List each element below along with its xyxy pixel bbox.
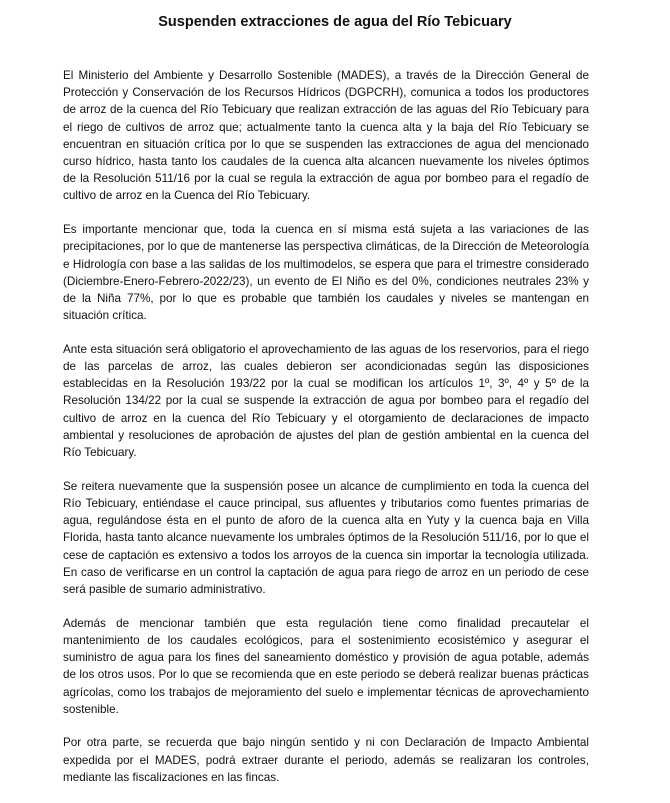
paragraph-4: Se reitera nuevamente que la suspensión posee un alcance de cumplimiento en toda la cuenca del Río Tebicuary, entiéndase el cauce principal, sus afluentes y tributarios como fuentes primarias de agua, regulándose ésta en el punto de aforo de la cuenca alta en Yuty y la cuenca baja en Villa Florida, hasta tanto alcance nuevamente los umbrales óptimos de la Resolución 511/16, por lo que el cese de captación es extensivo a todos los arroyos de la cuenca sin importar la tecnología utilizada. En caso de verificarse en un control la captación de agua para riego de arroz en un periodo de cese será pasible de sumario administrativo. (63, 479, 589, 596)
paragraph-6: Por otra parte, se recuerda que bajo ningún sentido y ni con Declaración de Impacto Ambiental expedida por el MADES, podrá extraer durante el periodo, además se realizaran los controles, mediante las fiscalizaciones en las fincas. (63, 736, 589, 784)
paragraph-2: Es importante mencionar que, toda la cuenca en sí misma está sujeta a las variaciones de las precipitaciones, por lo que de mantenerse las perspectiva climáticas, de la Dirección de Meteorología e Hidrología con base a las salidas de los multimodelos, se espera que para el trimestre considerado (Diciembre-Enero-Febrero-2022/23), un evento de El Niño es del 0%, condiciones neutrales 23% y de la Niña 77%, por lo que es probable que también los caudales y niveles se mantengan en situación crítica. (63, 223, 589, 323)
paragraph-3: Ante esta situación será obligatorio el aprovechamiento de las aguas de los reservorios, para el riego de las parcelas de arroz, las cuales debieron ser acondicionadas según las disposiciones establecidas en la Resolución 193/22 por la cual se modifican los artículos 1º, 3º, 4º y 5º de la Resolución 134/22 por la cual se suspende la extracción de agua por bombeo para el regadío del cultivo de arroz en la cuenca del Río Tebicuary y el otorgamiento de declaraciones de impacto ambiental y resoluciones de aprobación de ajustes del plan de gestión ambiental en la cuenca del Río Tebicuary. (63, 342, 589, 460)
paragraph-5: Además de mencionar también que esta regulación tiene como finalidad precautelar el mantenimiento de los caudales ecológicos, para el sostenimiento ecosistémico y asegurar el suministro de agua para los fines del saneamiento doméstico y provisión de agua potable, además de los otros usos. Por lo que se recomienda que en este periodo se deberá realizar buenas prácticas agrícolas, como los trabajos de mejoramiento del suelo e implementar técnicas de aprovechamiento sostenible. (63, 616, 589, 716)
paragraph-1: El Ministerio del Ambiente y Desarrollo Sostenible (MADES), a través de la Dirección General de Protección y Conservación de los Recursos Hídricos (DGPCRH), comunica a todos los productores de arroz de la cuenca del Río Tebicuary que realizan extracción de las aguas del Río Tebicuary para el riego de cultivos de arroz que; actualmente tanto la cuenca alta y la baja del Río Tebicuary se encuentran en situación crítica por lo que se suspenden las extracciones de agua del mencionado curso hídrico, hasta tanto los caudales de la cuenca alta alcancen nuevamente los niveles óptimos de la Resolución 511/16 por la cual se regula la extracción de agua por bombeo para el regadío de cultivo de arroz en la Cuenca del Río Tebicuary. (63, 69, 589, 203)
document-body (63, 67, 589, 803)
document-title: Suspenden extracciones de agua del Río Tebicuary (158, 14, 512, 30)
